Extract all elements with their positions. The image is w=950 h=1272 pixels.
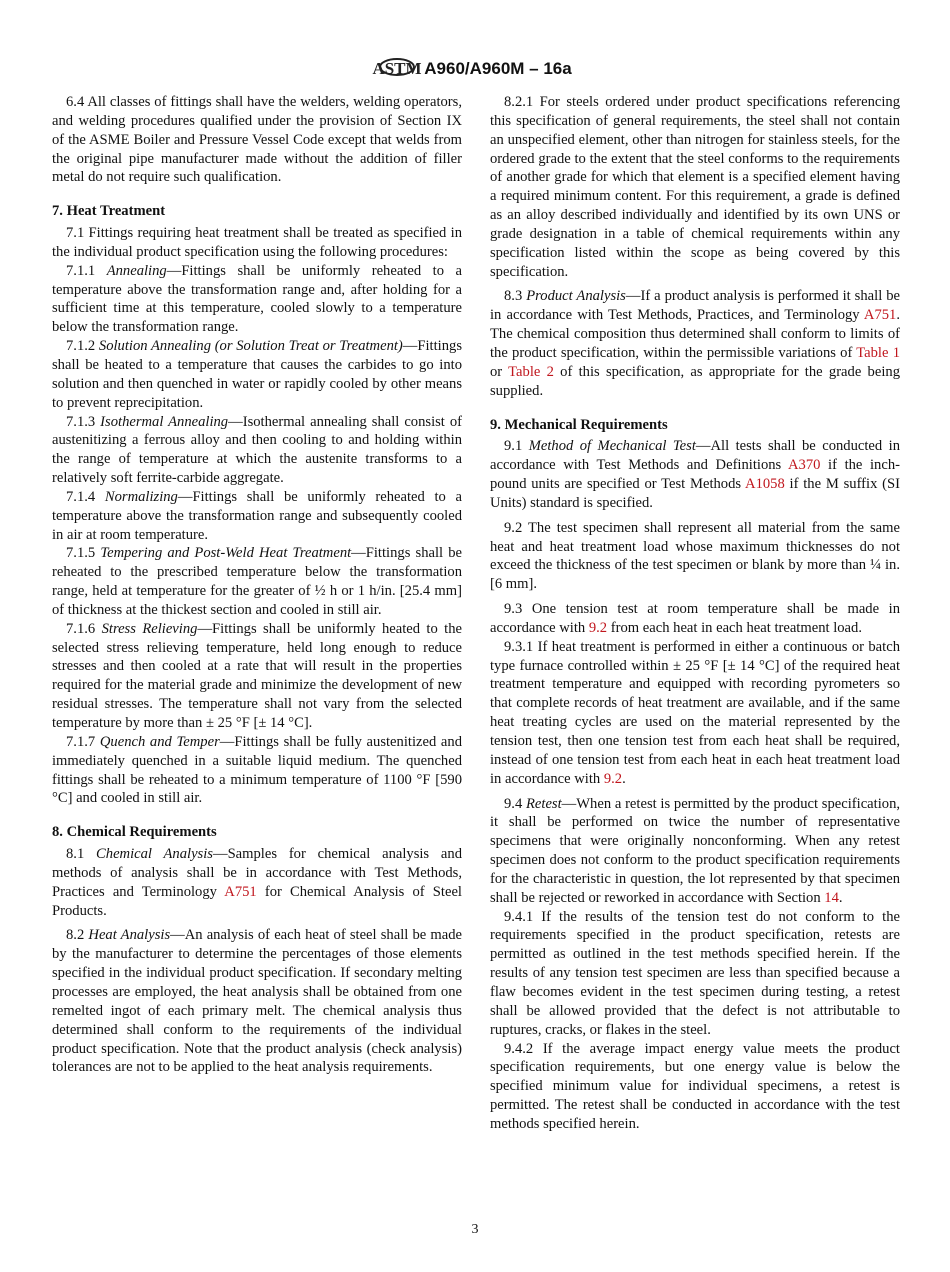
reference-link[interactable]: Table 1 — [856, 344, 900, 361]
text-run: —If a product analysis is performed it shall be in accordance with Test Methods, Practices, and Terminology — [490, 288, 900, 324]
page-header — [0, 52, 950, 87]
text-run: 9.4.1 If the results of the tension test do not conform to the requirements specified in the product specification, retests are permitted as outlined in the test methods specified herein. If the results of any tension test specimen are less than specified because a flaw becomes evident in the test specimen during testing, a retest shall be allowed provided that the defect is not attributable to ruptures, cracks, or flakes in the steel. — [490, 908, 900, 1038]
text-run: 6.4 All classes of fittings shall have the welders, welding operators, and welding procedures qualified under the provision of Section IX of the ASME Boiler and Pressure Vessel Code except that welds from the original pipe manufacturer made without the addition of filler metal do not require such qualification. — [52, 94, 462, 186]
text-run: —Fittings shall be fully austenitized and immediately quenched in a suitable liquid medium. The quenched fittings shall be reheated to a minimum temperature of 1100 °F [590 °C] and cooled in still air. — [52, 733, 462, 807]
italic-term: Tempering and Post-Weld Heat Treatment — [100, 545, 352, 562]
italic-term: Method of Mechanical Test — [528, 438, 696, 455]
reference-link[interactable]: Table 2 — [508, 363, 554, 380]
italic-term: Normalizing — [104, 488, 178, 505]
paragraph — [490, 600, 900, 638]
text-run: 8.1 — [66, 846, 97, 863]
paragraph — [52, 488, 462, 545]
text-run: 9.3.1 If heat treatment is performed in either a continuous or batch type furnace controlled within ± 25 °F [± 14 °C] of the required heat treatment temperature and equipped with recording pyrometers so that complete records of heat treatment are available, and if the same heat treating cycles are used on the material represented by the tension test, then one tension test from each heat shall be required, instead of one tension test from each heat in each heat treatment load in accordance with — [490, 638, 900, 787]
paragraph — [490, 1040, 900, 1134]
reference-link[interactable]: A751 — [863, 307, 897, 324]
text-run: —An analysis of each heat of steel shall be made by the manufacturer to determine the percentages of those elements specified in the individual product specification. If secondary melting processes are employed, the heat analysis shall be obtained from one remelted ingot of each primary melt. The chemical analysis thus determined shall conform to the requirements of the individual product specification. Note that the product analysis (check analysis) tolerances are not to be applied to the heat analysis requirements. — [52, 927, 462, 1076]
italic-term: Annealing — [106, 262, 167, 279]
text-run: 7.1.3 — [66, 413, 101, 430]
reference-link[interactable]: A370 — [788, 457, 821, 474]
paragraph — [490, 519, 900, 594]
text-run: —Isothermal annealing shall consist of austenitizing a ferrous alloy and then cooling to and holding within the range of temperature at which the austenite transforms to a relatively soft ferrite-carbide aggregate. — [52, 413, 462, 487]
text-run: —Fittings shall be reheated to the prescribed temperature below the transformation range, held at temperature for the greater of ½ h or 1 h/in. [25.4 mm] of thickness at the thickest section and cooled in still air. — [52, 545, 462, 618]
paragraph — [490, 287, 900, 400]
text-run: —All tests shall be conducted in accordance with Test Methods and Definitions — [490, 438, 901, 474]
paragraph — [52, 926, 462, 1077]
text-run: —Fittings shall be uniformly heated to the selected stress relieving temperature, held long enough to reduce stresses and then cooled at a rate that will result in the properties required for the material grade and minimize the development of new residual stresses. The temperature shall not vary from the selected temperature by more than ± 25 °F [± 14 °C]. — [52, 620, 463, 731]
italic-term: Solution Annealing (or Solution Treat or Treatment) — [98, 338, 403, 355]
text-run: 8.2 — [66, 927, 89, 944]
text-run: 8.3 — [504, 288, 527, 305]
paragraph — [52, 620, 462, 733]
text-run: 7.1.4 — [66, 488, 105, 505]
italic-term: Retest — [526, 795, 562, 812]
reference-link[interactable]: 9.2 — [603, 770, 623, 787]
text-run: 9.3 One tension test at room temperature shall be made in accordance with — [490, 601, 900, 636]
right-column — [490, 93, 900, 1134]
designation: A960/A960M – 16a — [424, 58, 572, 78]
paragraph — [52, 93, 462, 187]
left-column — [52, 93, 462, 1077]
text-run: 7.1.6 — [66, 620, 102, 637]
text-run: —Fittings shall be heated to a temperature that causes the carbides to go into solution and then quenched in water or rapidly cooled by other means to prevent reprecipitation. — [52, 338, 462, 411]
text-run: 9.2 The test specimen shall represent all material from the same heat and heat treatment load whose maximum thicknesses do not exceed the thickness of the test specimen or blank by more than ¼ in. [6 mm]. — [490, 519, 900, 593]
text-run: if the M suffix (SI Units) standard is specified. — [490, 476, 900, 511]
text-run: 7.1 Fittings requiring heat treatment shall be treated as specified in the individual product specification using the following procedures: — [52, 225, 462, 260]
text-run: . — [838, 889, 843, 906]
text-run: 9.4 — [504, 795, 526, 812]
text-run: of this specification, as appropriate for the grade being supplied. — [490, 363, 900, 399]
text-run: —Samples for chemical analysis and methods of analysis shall be in accordance with Test Methods, Practices and Terminology — [52, 846, 462, 900]
italic-term: Stress Relieving — [101, 620, 198, 637]
paragraph — [52, 413, 462, 488]
paragraph — [52, 262, 462, 337]
text-run: for Chemical Analysis of Steel Products. — [52, 883, 462, 919]
text-run: —Fittings shall be uniformly reheated to a temperature above the transformation range and subsequently cooled in air at room temperature. — [52, 488, 462, 543]
paragraph — [490, 795, 900, 908]
section-heading: 8. Chemical Requirements — [52, 824, 217, 841]
paragraph — [52, 733, 462, 808]
paragraph — [52, 845, 462, 920]
paragraph — [52, 337, 462, 412]
paragraph — [490, 437, 900, 512]
paragraph — [52, 224, 462, 262]
astm-logo — [372, 52, 422, 87]
section-heading: 7. Heat Treatment — [52, 203, 166, 220]
text-run: from each heat in each heat treatment load. — [607, 619, 862, 636]
italic-term: Product Analysis — [526, 288, 626, 305]
paragraph — [490, 908, 900, 1040]
italic-term: Chemical Analysis — [96, 846, 213, 863]
svg-text:ASTM: ASTM — [372, 59, 422, 78]
text-run: or — [490, 363, 509, 380]
reference-link[interactable]: A1058 — [745, 476, 785, 493]
paragraph — [490, 93, 900, 281]
text-run: —When a retest is permitted by the product specification, it shall be performed on twice the number of representative specimens that were originally nonconforming. When any retest specimen does not conform to the product specification requirements for the characteristic in question, the lot represented by that specimen shall be rejected or reworked in accordance with Section — [490, 795, 901, 906]
italic-term: Quench and Temper — [99, 733, 220, 750]
text-run: if the inch-pound units are specified or Test Methods — [490, 457, 900, 493]
reference-link[interactable]: 14 — [824, 889, 839, 906]
text-run: 7.1.7 — [66, 733, 100, 750]
text-run: . The chemical composition thus determined shall conform to limits of the product specification, within the permissible variations of — [490, 307, 900, 361]
text-run: 7.1.1 — [66, 262, 107, 279]
page-number: 3 — [471, 1222, 479, 1237]
text-run: 7.1.2 — [66, 338, 99, 355]
text-run: 9.4.2 If the average impact energy value meets the product specification requirements, but one energy value is below the specified minimum value for individual specimens, a retest is permitted. The retest shall be conducted in accordance with the test methods specified herein. — [490, 1040, 900, 1132]
text-run: 7.1.5 — [66, 545, 101, 562]
italic-term: Heat Analysis — [88, 927, 171, 944]
text-run: 9.1 — [504, 438, 529, 455]
reference-link[interactable]: 9.2 — [588, 619, 608, 636]
paragraph — [52, 544, 462, 619]
text-run: —Fittings shall be uniformly reheated to a temperature above the transformation range and, after holding for a sufficient time at this temperature, cooled slowly to a temperature below the transformation range. — [52, 262, 462, 336]
section-heading: 9. Mechanical Requirements — [490, 416, 668, 433]
reference-link[interactable]: A751 — [224, 883, 257, 900]
italic-term: Isothermal Annealing — [100, 413, 229, 430]
paragraph — [490, 638, 900, 789]
text-run: . — [622, 770, 626, 787]
text-run: 8.2.1 For steels ordered under product specifications referencing this specification of general requirements, the steel shall not contain an unspecified element, other than nitrogen for stainless steels, for the ordered grade to the extent that the steel conforms to the requirements of another grade for which that element is a specified element having a required minimum content. For this requirement, a grade is defined as an alloy described individually and identified by its own UNS or grade designation in a table of chemical requirements within any specification listed within the scope as being covered by this specification. — [490, 94, 900, 280]
